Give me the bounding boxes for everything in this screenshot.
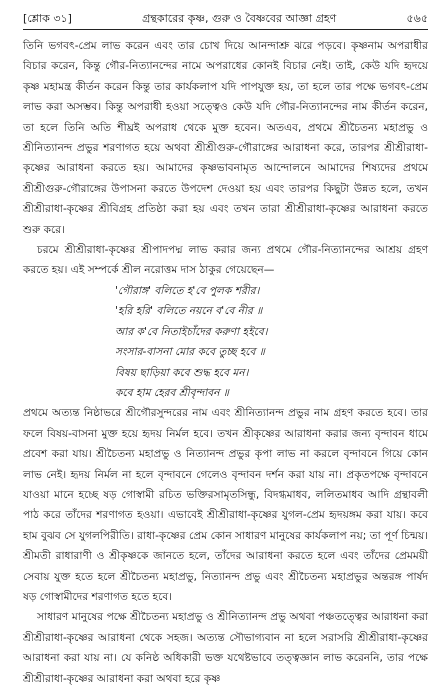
- header-rule: [23, 29, 428, 30]
- song-verse: [115, 281, 428, 403]
- verse-line: কবে হাম হেরব শ্রীবৃন্দাবন ॥: [115, 386, 229, 399]
- paragraph: চরমে শ্রীশ্রীরাধা-কৃষ্ণের শ্রীপাদপদ্ম লাভ করার জন্য প্রথমে গৌর-নিত্যানন্দের আশ্রয় গ্রহণ করতে হয়। এই সম্পর্কে শ্রীল নরোত্তম দাস ঠাকুর গেয়েছেন—: [23, 244, 428, 277]
- verse-line: সংসার-বাসনা মোর কবে তুচ্ছ হবে ॥: [115, 346, 265, 359]
- paragraph: সাধারণ মানুষের পক্ষে শ্রীচৈতন্য মহাপ্রভু ও শ্রীনিত্যানন্দ প্রভু অথবা পঞ্চতত্ত্বের আরাধনা করা শ্রীশ্রীরাধা-কৃষ্ণের আরাধনা থেকে সহজ। অত্যন্ত সৌভাগ্যবান না হলে সরাসরি শ্রীশ্রীরাধা-কৃষ্ণের আরাধনা করা যায় না। যে কনিষ্ঠ অধিকারী ভক্ত যথেষ্টভাবে তত্ত্বজ্ঞান লাভ করেননি, তার পক্ষে শ্রীশ্রীরাধা-কৃষ্ণের আরাধনা করা অথবা হরে কৃষ্ণ: [23, 611, 428, 685]
- verse-reference: [শ্লোক ৩১]: [23, 12, 72, 25]
- verse-line: 'হরি হরি' বলিতে নয়নে ব'বে নীর ॥: [115, 305, 263, 318]
- verse-line: 'গৌরাঙ্গ' বলিতে হ'বে পুলক শরীর।: [115, 284, 260, 297]
- page-header: [23, 10, 428, 26]
- running-title: গ্রন্থকারের কৃষ্ণ, গুরু ও বৈষ্ণবের আজ্ঞা গ্রহণ: [142, 12, 337, 25]
- page-number: ৫৬৫: [406, 12, 428, 25]
- paragraph: প্রথমে অত্যন্ত নিষ্ঠাভরে শ্রীগৌরসুন্দরের নাম এবং শ্রীনিত্যানন্দ প্রভুর নাম গ্রহণ করতে হবে। তার ফলে বিষয়-বাসনা মুক্ত হয়ে হৃদয় নির্মল হবে। তখন শ্রীকৃষ্ণের আরাধনা করার জন্য বৃন্দাবন ধামে প্রবেশ করা যায়। শ্রীচৈতন্য মহাপ্রভু ও নিত্যানন্দ প্রভুর কৃপা লাভ না করলে বৃন্দাবনে গিয়ে কোন লাভ নেই। হৃদয় নির্মল না হলে বৃন্দাবনে গেলেও বৃন্দাবন দর্শন করা যায় না। প্রকৃতপক্ষে বৃন্দাবনে যাওয়া মানে হচ্ছে ষড় গোস্বামী রচিত ভক্তিরসামৃতসিন্ধু, বিদগ্ধমাধব, ললিতমাধব আদি গ্রন্থাবলী পাঠ করে তাঁদের শরণাগত হওয়া। এভাবেই শ্রীশ্রীরাধা-কৃষ্ণের যুগল-প্রেম হৃদয়ঙ্গম করা যায়। কবে হাম বুঝব সে যুগলপিরীতি। রাধা-কৃষ্ণের প্রেম কোন সাধারণ মানুষের কার্যকলাপ নয়; তা পূর্ণ চিন্ময়। শ্রীমতী রাধারাণী ও শ্রীকৃষ্ণকে জানতে হলে, তাঁদের আরাধনা করতে হলে এবং তাঁদের প্রেমময়ী সেবায় যুক্ত হতে হলে শ্রীচৈতন্য মহাপ্রভু, নিত্যানন্দ প্রভু এবং শ্রীচৈতন্য মহাপ্রভুর অন্তরঙ্গ পার্ষদ ষড় গোস্বামীদের শরণাগত হতে হবে।: [23, 407, 428, 603]
- paragraph: তিনি ভগবৎ-প্রেম লাভ করেন এবং তার চোখ দিয়ে আনন্দাশ্রু ঝরে পড়বে। কৃষ্ণনাম অপরাধীর বিচার করেন, কিন্তু গৌর-নিত্যানন্দের নামে অপরাধের কোনই বিচার নেই। তাই, কেউ যদি হৃদয়ে কৃষ্ণ মহামন্ত্র কীর্তন করেন কিন্তু তার কার্যকলাপ যদি পাপযুক্ত হয়, তা হলে তার পক্ষে ভগবৎ-প্রেম লাভ করা অসম্ভব। কিন্তু অপরাধী হওয়া সত্ত্বেও কেউ যদি গৌর-নিত্যানন্দের নাম কীর্তন করেন, তা হলে তিনি অতি শীঘ্রই অপরাধ থেকে মুক্ত হবেন। অতএব, প্রথমে শ্রীচৈতন্য মহাপ্রভু ও শ্রীনিত্যানন্দ প্রভুর শরণাগত হয়ে অথবা শ্রীশ্রীগুরু-গৌরাঙ্গের আরাধনা করে, তারপর শ্রীশ্রীরাধা-কৃষ্ণের আরাধনা করতে হয়। আমাদের কৃষ্ণভাবনামৃত আন্দোলনে আমাদের শিষ্যদের প্রথমে শ্রীশ্রীগুরু-গৌরাঙ্গের উপাসনা করতে উপদেশ দেওয়া হয় এবং তারপর কিছুটা উন্নত হলে, তখন শ্রীশ্রীরাধা-কৃষ্ণের শ্রীবিগ্রহ প্রতিষ্ঠা করা হয় এবং তখন তারা শ্রীশ্রীরাধা-কৃষ্ণের আরাধনা করতে শুরু করে।: [23, 40, 428, 236]
- verse-line: বিষয় ছাড়িয়া কবে শুদ্ধ হবে মন।: [115, 366, 249, 379]
- verse-line: আর ক'বে নিতাইচাঁদের করুণা হইবে।: [115, 325, 268, 338]
